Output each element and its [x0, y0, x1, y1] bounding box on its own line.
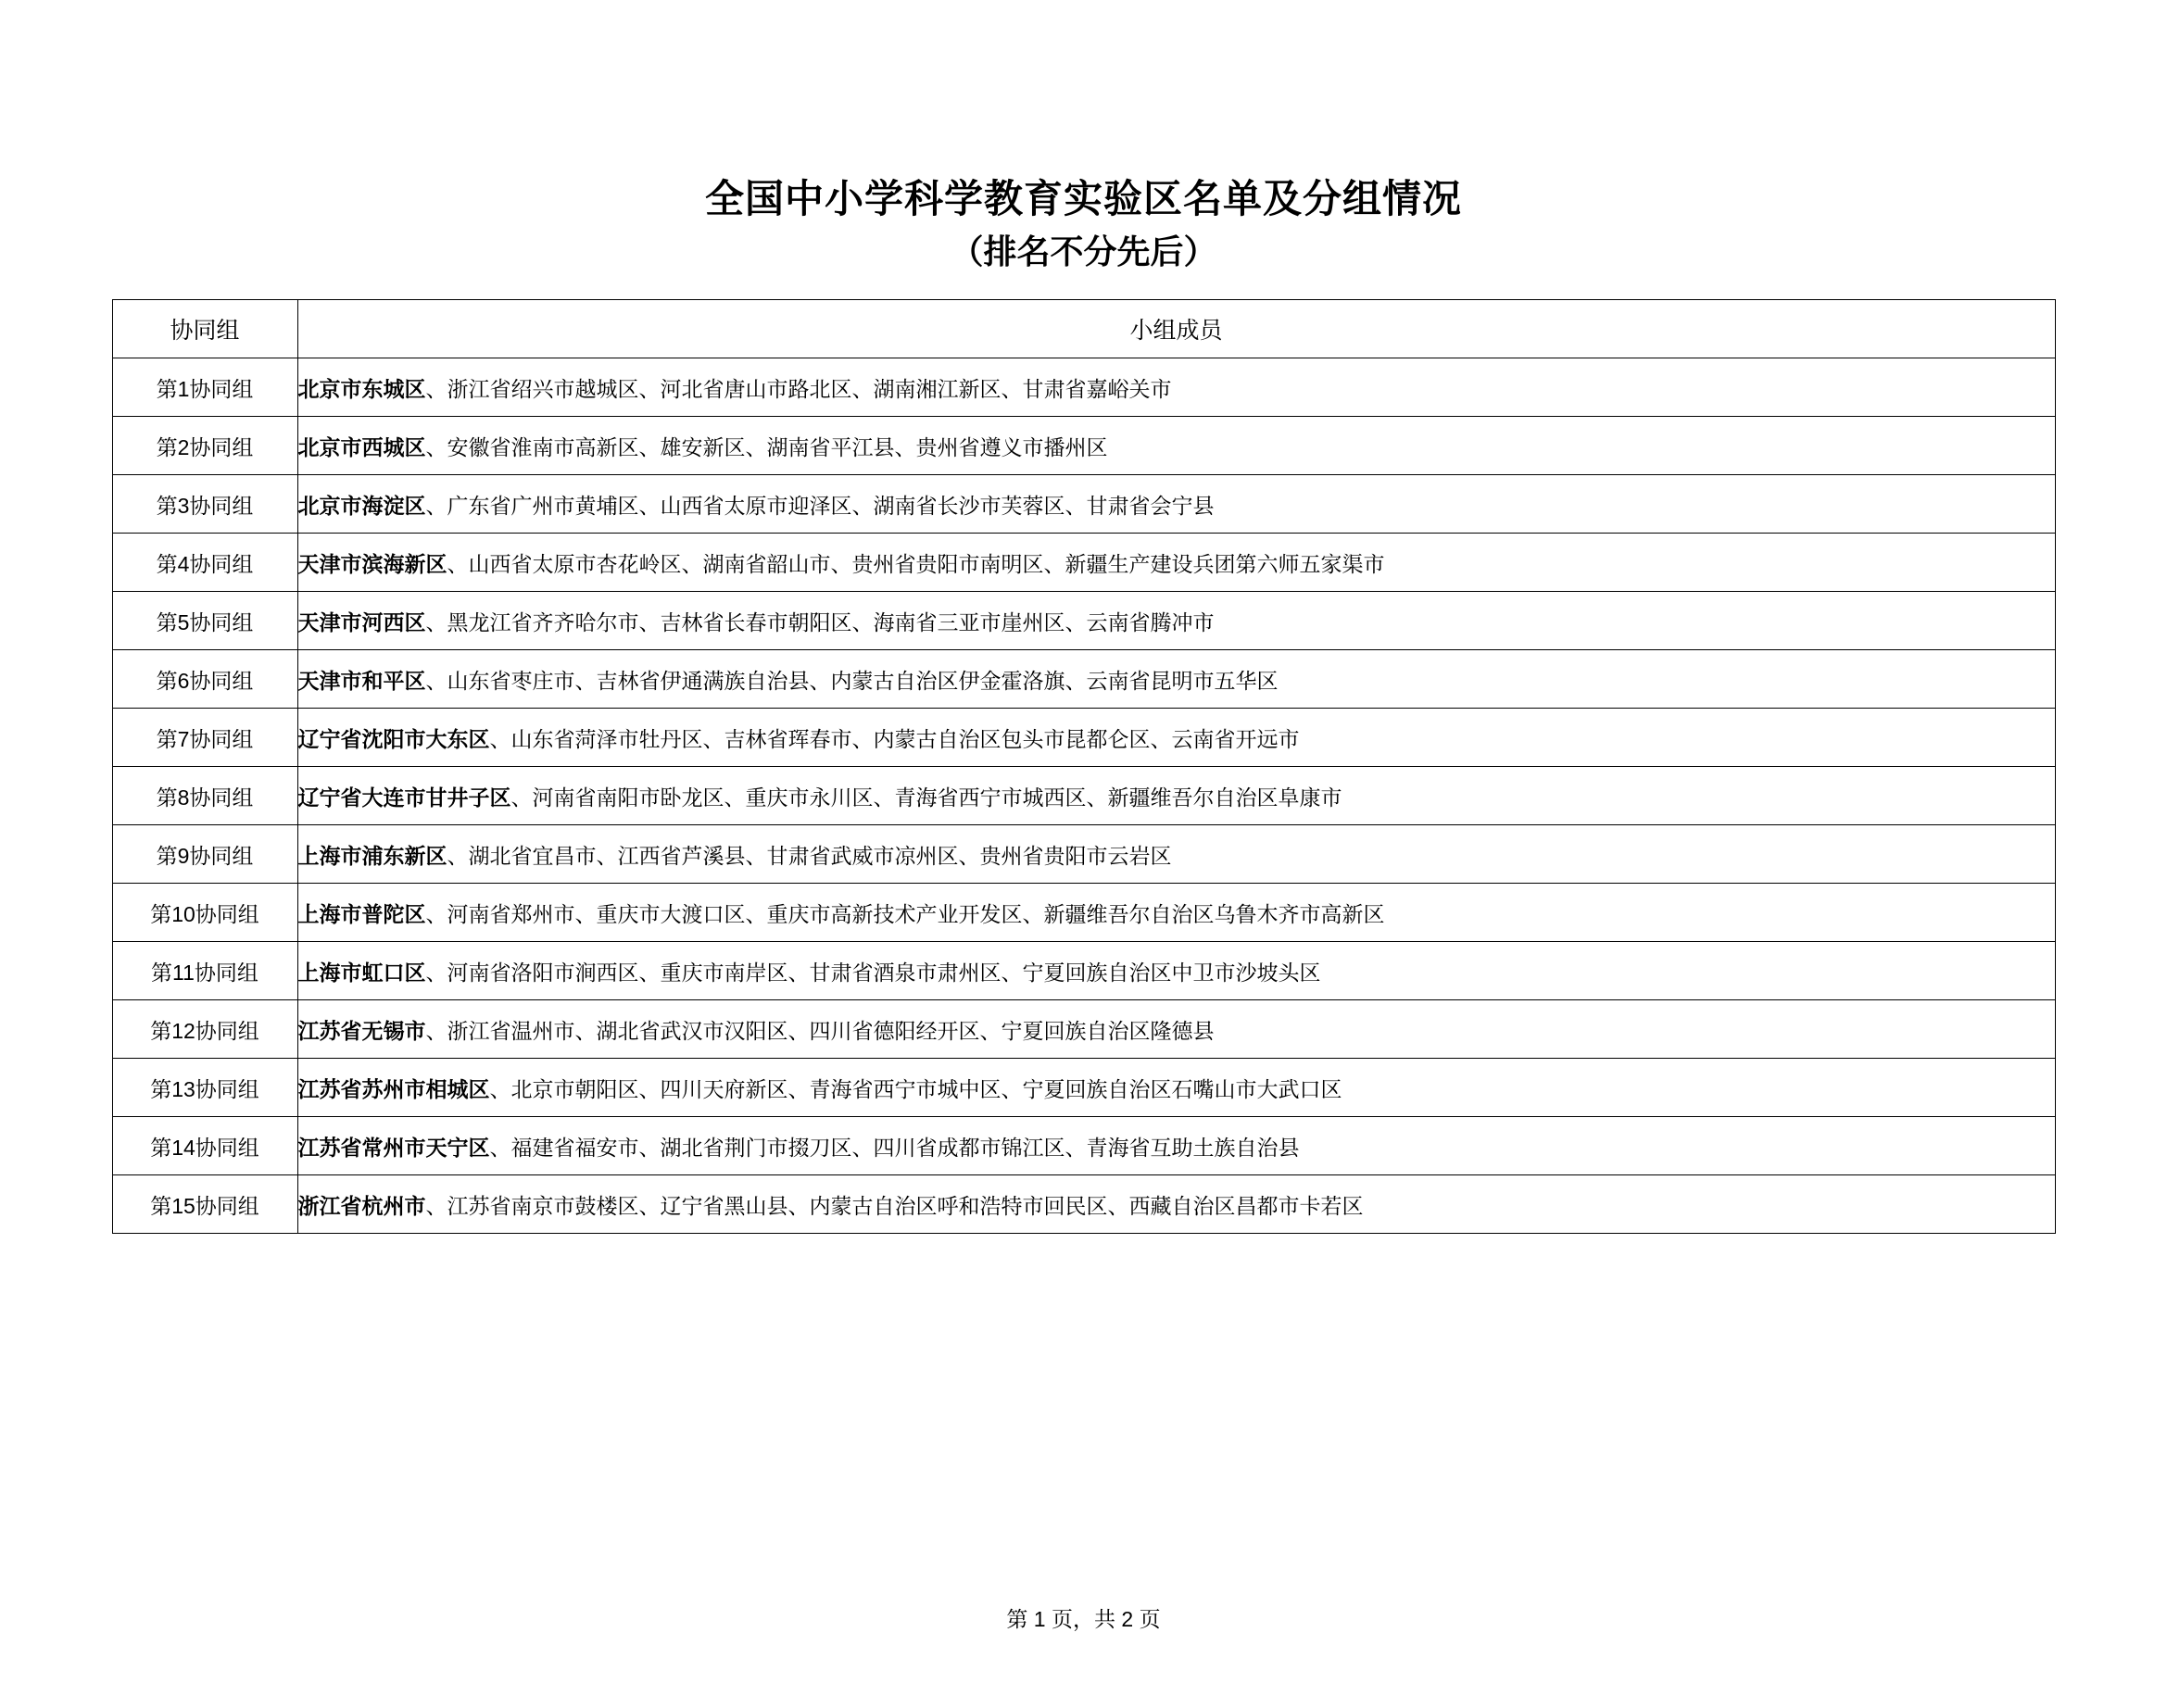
group-members-cell	[297, 650, 2055, 709]
group-name-cell: 第5协同组	[112, 592, 297, 650]
grouping-table-wrapper	[112, 299, 2056, 1234]
group-name-cell: 第11协同组	[112, 942, 297, 1000]
other-members: 、江苏省南京市鼓楼区、辽宁省黑山县、内蒙古自治区呼和浩特市回民区、西藏自治区昌都市卡若区	[425, 1193, 1364, 1218]
group-name-cell: 第6协同组	[112, 650, 297, 709]
other-members: 、浙江省绍兴市越城区、河北省唐山市路北区、湖南湘江新区、甘肃省嘉峪关市	[425, 376, 1172, 401]
table-body	[112, 358, 2055, 1234]
table-row	[112, 1117, 2055, 1175]
group-members-cell	[297, 767, 2055, 825]
table-row	[112, 1175, 2055, 1234]
page-title: 全国中小学科学教育实验区名单及分组情况	[704, 179, 1462, 221]
other-members: 、北京市朝阳区、四川天府新区、青海省西宁市城中区、宁夏回族自治区石嘴山市大武口区	[489, 1076, 1342, 1101]
lead-member: 天津市滨海新区	[297, 551, 447, 576]
table-row	[112, 767, 2055, 825]
group-members-cell	[297, 942, 2055, 1000]
group-name-cell: 第9协同组	[112, 825, 297, 884]
other-members: 、黑龙江省齐齐哈尔市、吉林省长春市朝阳区、海南省三亚市崖州区、云南省腾冲市	[425, 609, 1215, 634]
group-members-cell	[297, 1117, 2055, 1175]
group-members-cell	[297, 358, 2055, 417]
other-members: 、河南省南阳市卧龙区、重庆市永川区、青海省西宁市城西区、新疆维吾尔自治区阜康市	[510, 785, 1342, 810]
table-row	[112, 650, 2055, 709]
lead-member: 上海市浦东新区	[297, 843, 447, 868]
group-members-cell	[297, 709, 2055, 767]
group-name-cell: 第2协同组	[112, 417, 297, 475]
group-members-cell	[297, 884, 2055, 942]
group-name-cell: 第3协同组	[112, 475, 297, 534]
lead-member: 辽宁省大连市甘井子区	[297, 785, 511, 810]
table-row	[112, 884, 2055, 942]
lead-member: 江苏省无锡市	[297, 1018, 426, 1043]
lead-member: 天津市和平区	[297, 668, 426, 693]
table-row	[112, 358, 2055, 417]
group-name-cell: 第8协同组	[112, 767, 297, 825]
group-members-cell	[297, 1000, 2055, 1059]
other-members: 、浙江省温州市、湖北省武汉市汉阳区、四川省德阳经开区、宁夏回族自治区隆德县	[425, 1018, 1215, 1043]
lead-member: 浙江省杭州市	[297, 1193, 426, 1218]
other-members: 、河南省郑州市、重庆市大渡口区、重庆市高新技术产业开发区、新疆维吾尔自治区乌鲁木齐市高新区	[425, 901, 1385, 926]
lead-member: 天津市河西区	[297, 609, 426, 634]
other-members: 、广东省广州市黄埔区、山西省太原市迎泽区、湖南省长沙市芙蓉区、甘肃省会宁县	[425, 493, 1215, 518]
group-name-cell: 第12协同组	[112, 1000, 297, 1059]
table-row	[112, 534, 2055, 592]
other-members: 、山东省枣庄市、吉林省伊通满族自治县、内蒙古自治区伊金霍洛旗、云南省昆明市五华区	[425, 668, 1279, 693]
lead-member: 江苏省苏州市相城区	[297, 1076, 490, 1101]
table-row	[112, 942, 2055, 1000]
lead-member: 辽宁省沈阳市大东区	[297, 726, 490, 751]
table-row	[112, 475, 2055, 534]
table-row	[112, 417, 2055, 475]
group-name-cell: 第13协同组	[112, 1059, 297, 1117]
other-members: 、安徽省淮南市高新区、雄安新区、湖南省平江县、贵州省遵义市播州区	[425, 434, 1108, 459]
lead-member: 上海市虹口区	[297, 960, 426, 985]
page-subtitle: （排名不分先后）	[950, 232, 1217, 270]
document-page	[0, 176, 2167, 1708]
group-name-cell: 第1协同组	[112, 358, 297, 417]
title-block	[0, 176, 2167, 273]
group-members-cell	[297, 825, 2055, 884]
group-members-cell	[297, 534, 2055, 592]
page-footer: 第 1 页，共 2 页	[1006, 1607, 1161, 1631]
other-members: 、山西省太原市杏花岭区、湖南省韶山市、贵州省贵阳市南明区、新疆生产建设兵团第六师五家渠市	[447, 551, 1385, 576]
group-members-cell	[297, 417, 2055, 475]
table-row	[112, 1059, 2055, 1117]
group-name-cell: 第15协同组	[112, 1175, 297, 1234]
group-name-cell: 第10协同组	[112, 884, 297, 942]
other-members: 、河南省洛阳市涧西区、重庆市南岸区、甘肃省酒泉市肃州区、宁夏回族自治区中卫市沙坡头区	[425, 960, 1321, 985]
column-header-members: 小组成员	[297, 300, 2055, 358]
other-members: 、山东省菏泽市牡丹区、吉林省珲春市、内蒙古自治区包头市昆都仑区、云南省开远市	[489, 726, 1300, 751]
lead-member: 北京市西城区	[297, 434, 426, 459]
other-members: 、福建省福安市、湖北省荆门市掇刀区、四川省成都市锦江区、青海省互助土族自治县	[489, 1135, 1300, 1160]
table-header-row	[112, 300, 2055, 358]
table-row	[112, 1000, 2055, 1059]
group-members-cell	[297, 1175, 2055, 1234]
lead-member: 江苏省常州市天宁区	[297, 1135, 490, 1160]
group-name-cell: 第7协同组	[112, 709, 297, 767]
lead-member: 北京市东城区	[297, 376, 426, 401]
table-row	[112, 592, 2055, 650]
table-row	[112, 825, 2055, 884]
other-members: 、湖北省宜昌市、江西省芦溪县、甘肃省武威市凉州区、贵州省贵阳市云岩区	[447, 843, 1172, 868]
group-members-cell	[297, 592, 2055, 650]
lead-member: 北京市海淀区	[297, 493, 426, 518]
group-name-cell: 第14协同组	[112, 1117, 297, 1175]
group-name-cell: 第4协同组	[112, 534, 297, 592]
grouping-table	[112, 299, 2056, 1234]
lead-member: 上海市普陀区	[297, 901, 426, 926]
group-members-cell	[297, 475, 2055, 534]
group-members-cell	[297, 1059, 2055, 1117]
column-header-group: 协同组	[112, 300, 297, 358]
table-row	[112, 709, 2055, 767]
